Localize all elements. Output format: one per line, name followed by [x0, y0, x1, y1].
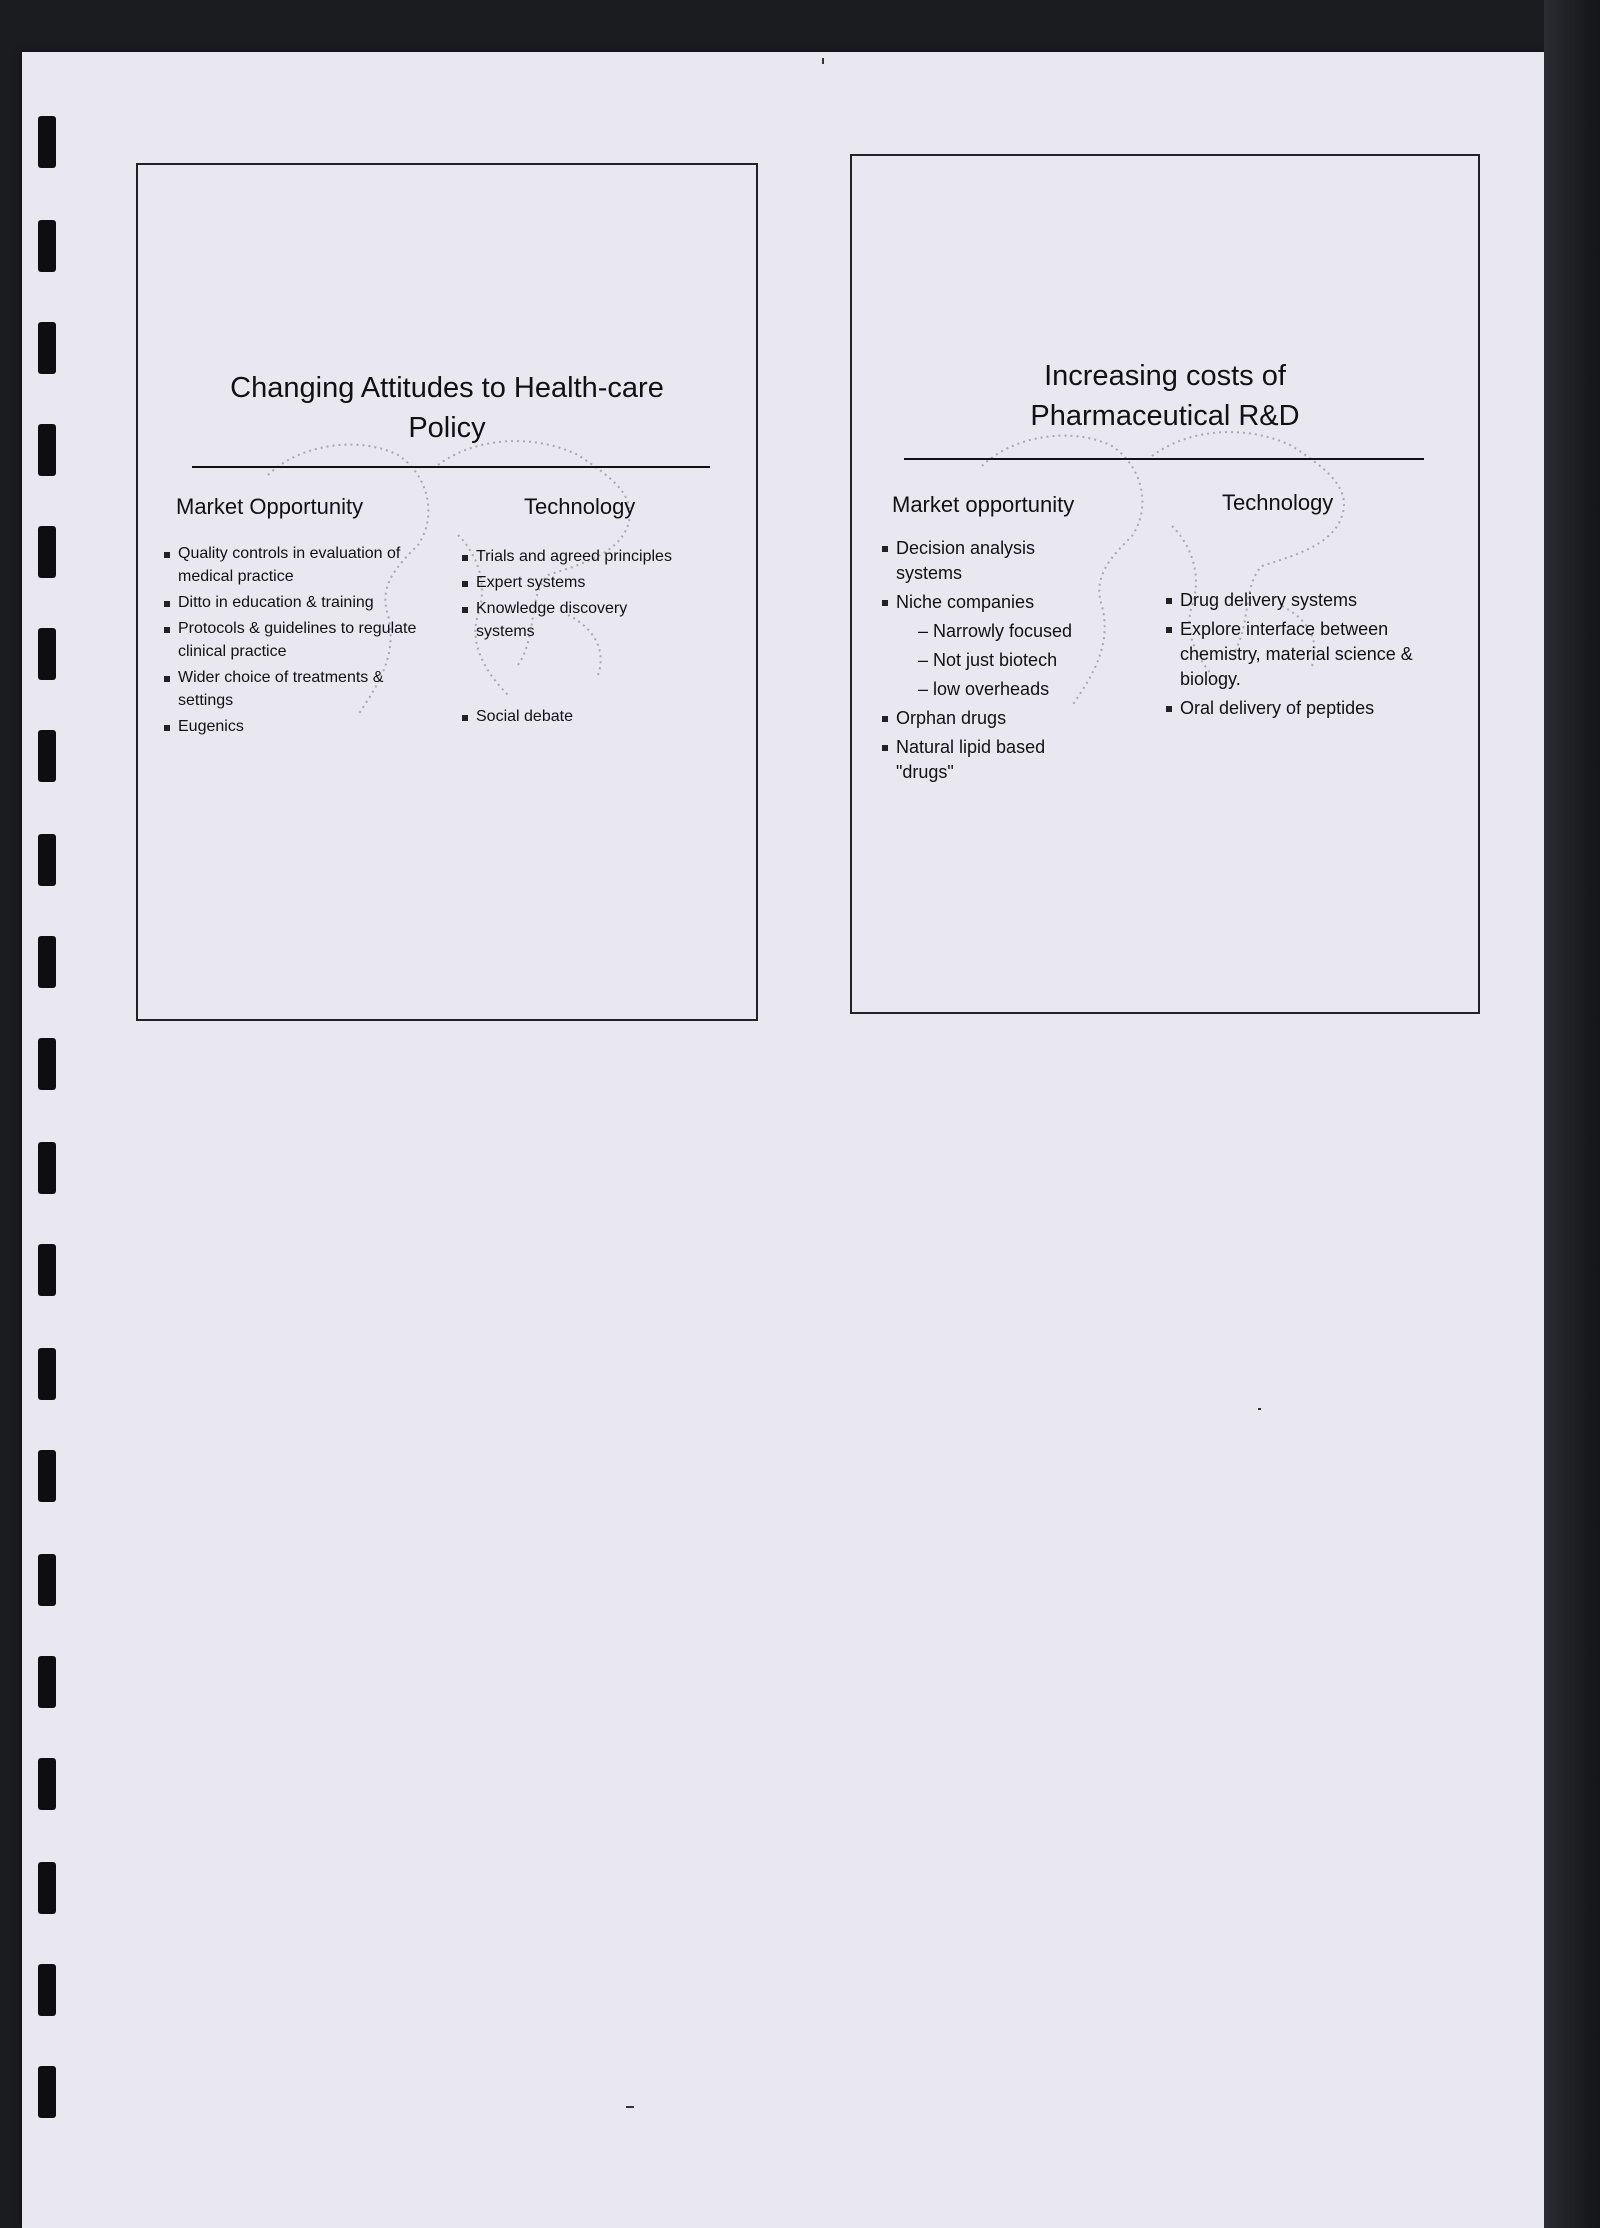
list-item: Wider choice of treatments & settings	[164, 666, 434, 712]
list-item: Quality controls in evaluation of medical practice	[164, 542, 434, 588]
binding-hole	[38, 322, 56, 374]
slide-title-line: Pharmaceutical R&D	[1030, 400, 1300, 432]
paper-speck	[626, 2106, 634, 2108]
slide-title-line: Policy	[408, 412, 486, 444]
technology-list	[462, 545, 752, 731]
binding-hole	[38, 730, 56, 782]
list-item: Decision analysis systems	[882, 536, 1086, 586]
binding-hole	[38, 1964, 56, 2016]
market-opportunity-heading: Market Opportunity	[176, 494, 364, 519]
slide-pharma-rd-costs	[850, 154, 1480, 1014]
list-item: Niche companies	[882, 590, 1122, 615]
list-subitem: – Not just biotech	[918, 650, 1058, 670]
binding-hole	[38, 1244, 56, 1296]
list-item: Expert systems	[462, 571, 752, 594]
binding-hole	[38, 936, 56, 988]
list-item: Eugenics	[164, 715, 434, 738]
binding-hole	[38, 1450, 56, 1502]
market-opportunity-list	[882, 536, 1122, 789]
list-item: Natural lipid based "drugs"	[882, 735, 1096, 785]
market-opportunity-heading: Market opportunity	[892, 492, 1075, 517]
list-item: Knowledge discovery systems	[462, 597, 686, 643]
technology-heading: Technology	[524, 494, 636, 519]
list-subitem: – Narrowly focused	[918, 621, 1073, 641]
binding-hole	[38, 2066, 56, 2118]
binding-hole	[38, 220, 56, 272]
binding-hole	[38, 628, 56, 680]
paper-speck	[822, 58, 824, 64]
technology-heading: Technology	[1222, 490, 1334, 515]
list-item: Oral delivery of peptides	[1166, 696, 1456, 721]
list-item: Ditto in education & training	[164, 591, 434, 614]
binding-hole	[38, 424, 56, 476]
slide-title-line: Increasing costs of	[1044, 360, 1286, 392]
technology-list	[1166, 588, 1456, 725]
list-item: Drug delivery systems	[1166, 588, 1456, 613]
list-item: Social debate	[462, 705, 752, 728]
binding-hole	[38, 116, 56, 168]
list-item: Trials and agreed principles	[462, 545, 752, 568]
binding-hole	[38, 1038, 56, 1090]
binding-hole	[38, 1656, 56, 1708]
page-edge-shadow	[1544, 0, 1600, 2228]
binding-hole	[38, 1862, 56, 1914]
binding-hole	[38, 1348, 56, 1400]
title-underline	[904, 458, 1424, 460]
binding-hole	[38, 1758, 56, 1810]
title-underline	[192, 466, 710, 468]
slide-title	[852, 356, 1478, 436]
list-item: Explore interface between chemistry, material science & biology.	[1166, 617, 1456, 692]
market-opportunity-list	[164, 542, 434, 741]
binding-hole	[38, 1142, 56, 1194]
binding-hole	[38, 1554, 56, 1606]
list-item: Protocols & guidelines to regulate clinical practice	[164, 617, 434, 663]
slide-title	[138, 368, 756, 448]
binding-hole	[38, 834, 56, 886]
binding-hole	[38, 526, 56, 578]
list-item: Orphan drugs	[882, 706, 1122, 731]
list-subitem: – low overheads	[918, 679, 1050, 699]
slide-title-line: Changing Attitudes to Health-care	[230, 372, 664, 404]
paper-speck	[1258, 1408, 1261, 1410]
slide-health-care-policy	[136, 163, 758, 1021]
